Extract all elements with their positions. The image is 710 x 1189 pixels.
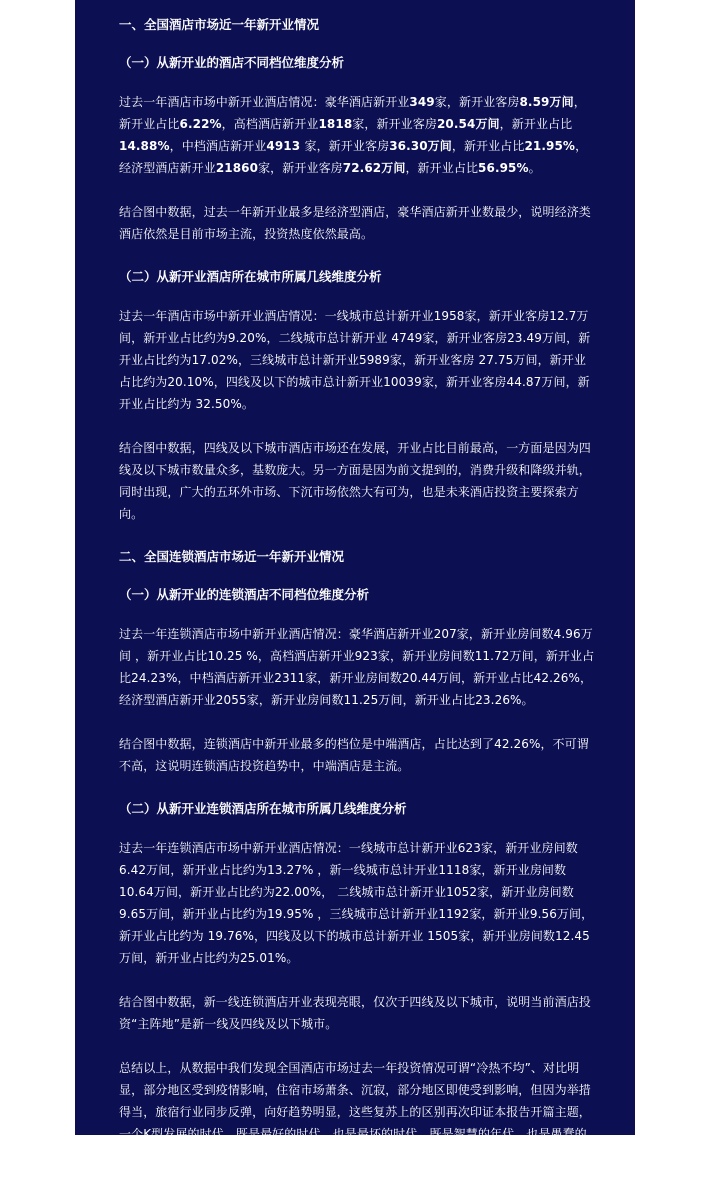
emphasized-figure: 6.22%	[179, 117, 222, 131]
emphasized-figure: 1818	[318, 117, 353, 131]
emphasized-figure: 56.95%	[478, 161, 529, 175]
subsection-heading: （二）从新开业酒店所在城市所属几线维度分析	[119, 269, 382, 284]
text-run: 结合图中数据，过去一年新开业最多是经济型酒店，豪华酒店新开业数最少，说明经济类酒店依然是目前市场主流，投资热度依然最高。	[119, 205, 591, 241]
conclusion-paragraph: 总结以上，从数据中我们发现全国酒店市场过去一年投资情况可谓“冷热不均”、对比明显，部分地区受到疫情影响，住宿市场萧条、沉寂，部分地区即使受到影响，但因为举措得当，旅宿行业同步反弹，向好趋势明显，这些复苏上的区别再次印证本报告开篇主题，一个K型发展的时代，既是最好的时代，也是最坏的时代，既是智慧的年代，也是愚蠢的年代；既是希望之春，也是绝望之冬”。	[119, 1061, 591, 1163]
emphasized-figure: 21860	[215, 161, 259, 175]
text-run: ，中档酒店新开业	[169, 139, 267, 153]
article-panel	[75, 0, 635, 1163]
text-run: 家，新开业客房	[434, 95, 520, 109]
emphasized-figure: 4913	[266, 139, 305, 153]
section-heading: 二、全国连锁酒店市场近一年新开业情况	[119, 549, 345, 564]
emphasized-figure: 21.95%	[524, 139, 576, 153]
text-run: ，新开业占比	[405, 161, 479, 175]
emphasized-figure: 8.59万间	[519, 95, 574, 109]
paragraph	[119, 201, 597, 245]
section-heading: 一、全国酒店市场近一年新开业情况	[119, 17, 320, 32]
subsection-heading: （一）从新开业的连锁酒店不同档位维度分析	[119, 587, 370, 602]
text-run: ，新开业占比	[499, 117, 573, 131]
text-run: ，高档酒店新开业	[221, 117, 319, 131]
text-run: ，经济型酒店新开业	[119, 139, 588, 175]
text-run: 结合图中数据，连锁酒店中新开业最多的档位是中端酒店，占比达到了42.26%，不可谓不高，这说明连锁酒店投资趋势中，中端酒店是主流。	[119, 737, 589, 773]
emphasized-figure: 72.62万间	[342, 161, 406, 175]
text-run: 过去一年连锁酒店市场中新开业酒店情况：豪华酒店新开业207家，新开业房间数4.96万间 ，新开业占比10.25 %，高档酒店新开业923家，新开业房间数11.72万间，新开业占比24.23%，中档酒店新开业2311家，新开业房间数20.44万间，新开业占比42.26%，经济型酒店新开业2055家，新开业房间数11.25万间，新开业占比23.26%。	[119, 627, 595, 707]
text-run: 家，新开业客房	[304, 139, 390, 153]
subsection-heading: （二）从新开业连锁酒店所在城市所属几线维度分析	[119, 801, 407, 816]
emphasized-figure: 349	[409, 95, 435, 109]
text-run: ，新开业占比	[119, 95, 586, 131]
text-run: 过去一年酒店市场中新开业酒店情况：豪华酒店新开业	[119, 95, 410, 109]
text-run: 。	[528, 161, 541, 175]
text-run: 家，新开业客房	[258, 161, 343, 175]
text-run: 过去一年酒店市场中新开业酒店情况：一线城市总计新开业1958家，新开业客房12.7万间，新开业占比约为9.20%，二线城市总计新开业 4749家，新开业客房23.49万间，新开业占比约为17.02%，三线城市总计新开业5989家，新开业客房 27.75万间，新开业占比约为20.10%，四线及以下的城市总计新开业10039家，新开业客房44.87万间，新开业占比约为 32.50%。	[119, 309, 591, 411]
paragraph	[119, 837, 597, 969]
text-run: 结合图中数据，四线及以下城市酒店市场还在发展，开业占比目前最高，一方面是因为四线及以下城市数量众多，基数庞大。另一方面是因为前文提到的，消费升级和降级并轨，同时出现，广大的五环外市场、下沉市场依然大有可为，也是未来酒店投资主要探索方向。	[119, 441, 591, 521]
paragraph	[119, 733, 597, 777]
paragraph	[119, 623, 597, 711]
article-content	[119, 15, 597, 1189]
text-run: ，新开业占比	[451, 139, 525, 153]
paragraph	[119, 91, 597, 179]
paragraph	[119, 991, 597, 1035]
text-run: 家，新开业客房	[352, 117, 437, 131]
emphasized-figure: 20.54万间	[436, 117, 500, 131]
emphasized-figure: 14.88%	[119, 139, 170, 153]
emphasized-figure: 36.30万间	[389, 139, 452, 153]
text-run: 结合图中数据，新一线连锁酒店开业表现亮眼，仅次于四线及以下城市，说明当前酒店投资“主阵地”是新一线及四线及以下城市。	[119, 995, 591, 1031]
text-run: 过去一年连锁酒店市场中新开业酒店情况：一线城市总计新开业623家，新开业房间数6.42万间，新开业占比约为13.27% ，新一线城市总计开业1118家，新开业房间数10.64万间，新开业占比约为22.00%， 二线城市总计新开业1052家，新开业房间数9.65万间，新开业占比约为19.95% ，三线城市总计新开业1192家，新开业9.56万间，新开业占比约为 19.76%，四线及以下的城市总计新开业 1505家，新开业房间数12.45万间，新开业占比约为25.01%。	[119, 841, 594, 965]
paragraph	[119, 437, 597, 525]
paragraph	[119, 305, 597, 415]
subsection-heading: （一）从新开业的酒店不同档位维度分析	[119, 55, 345, 70]
